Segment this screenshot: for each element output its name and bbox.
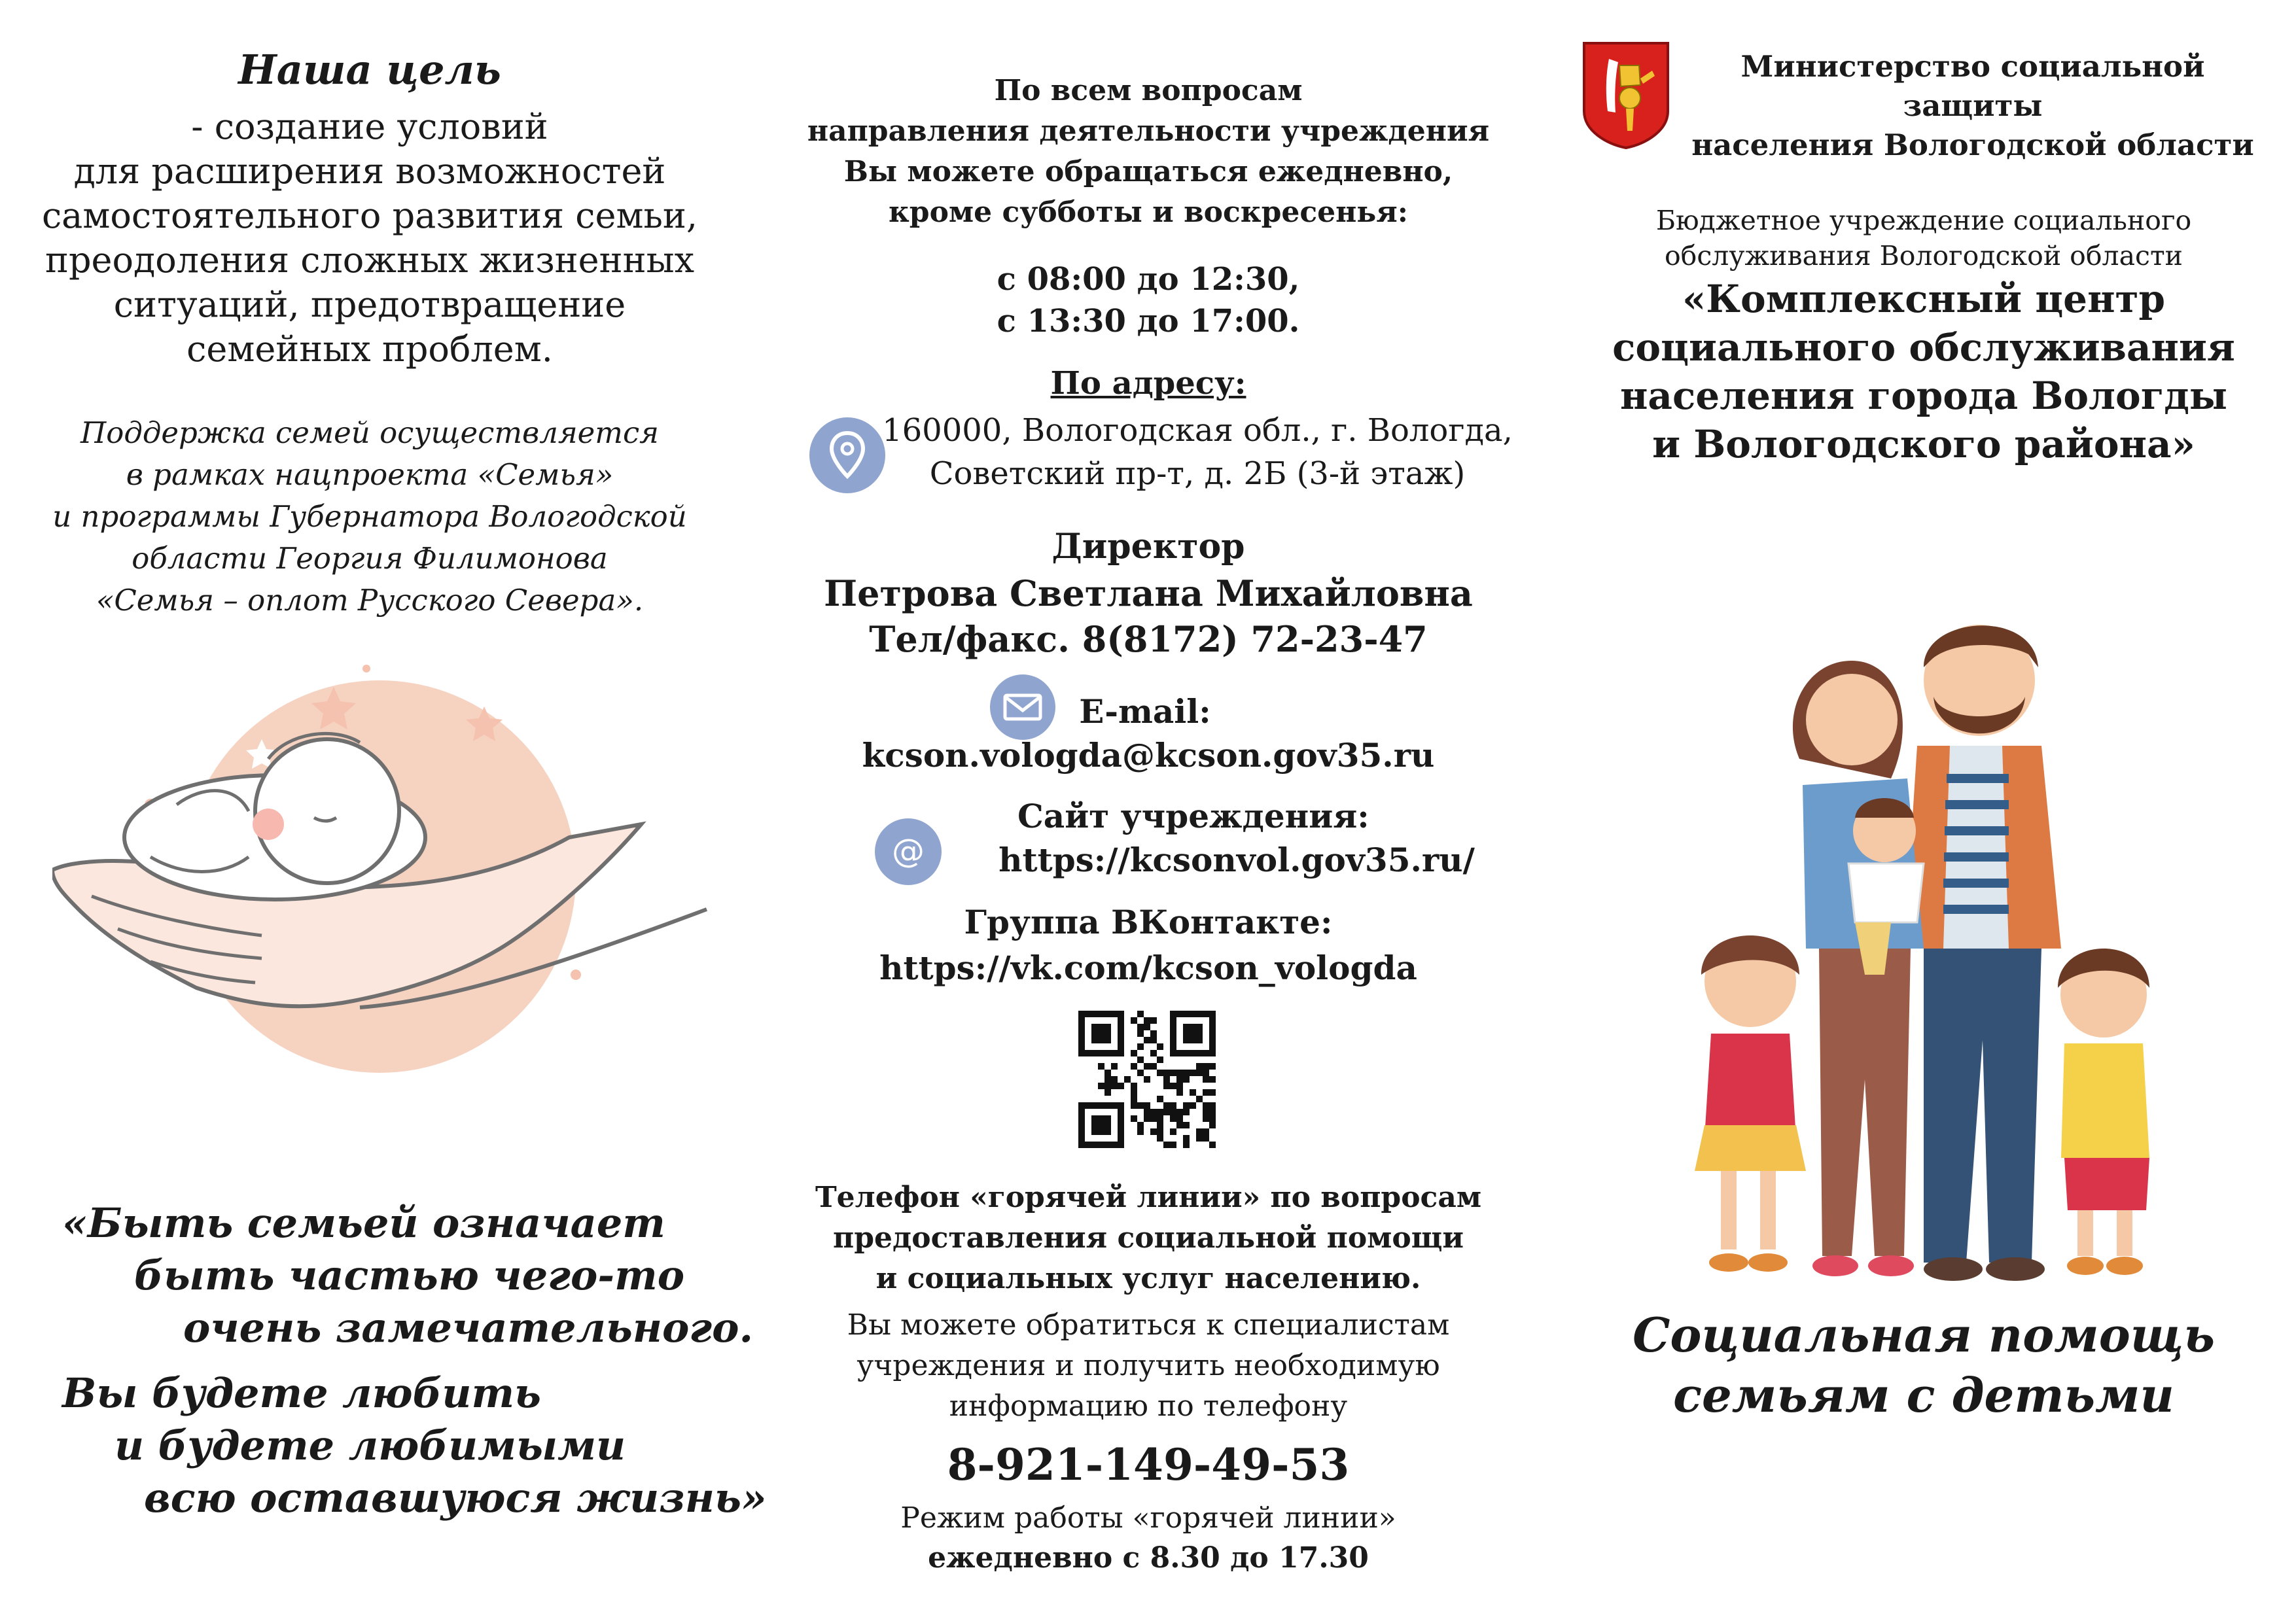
qr-module <box>1203 1128 1209 1135</box>
qr-module <box>1137 1070 1144 1076</box>
mother-figure <box>1793 661 1924 1276</box>
site-label: Сайт учреждения: <box>1017 797 1369 835</box>
qr-module <box>1203 1135 1209 1142</box>
qr-module <box>1209 1076 1216 1083</box>
goal-line: - создание условий <box>191 106 548 147</box>
hotline-text-line: учреждения и получить необходимую <box>857 1349 1440 1382</box>
qr-module <box>1104 1076 1111 1083</box>
support-text <box>39 412 700 621</box>
hours-line: с 08:00 до 12:30, <box>997 261 1300 298</box>
qr-module <box>1131 1017 1137 1024</box>
qr-module <box>1176 1083 1183 1089</box>
support-line: области Георгия Филимонова <box>132 541 608 576</box>
qr-module <box>1170 1070 1176 1076</box>
qr-module <box>1137 1056 1144 1063</box>
qr-module <box>1157 1135 1163 1142</box>
intro-line: Вы можете обращаться ежедневно, <box>843 155 1453 188</box>
qr-module <box>1157 1122 1163 1128</box>
address-line: 160000, Вологодская обл., г. Вологда, <box>882 412 1513 449</box>
hotline-title-line: и социальных услуг населению. <box>875 1262 1421 1295</box>
quote-line: и будете любимыми <box>115 1422 626 1469</box>
qr-module <box>1203 1070 1209 1076</box>
qr-module <box>1183 1122 1190 1128</box>
brochure-title <box>1577 1305 2270 1425</box>
qr-module <box>1157 1070 1163 1076</box>
qr-module <box>1150 1030 1157 1037</box>
boy-figure <box>2058 949 2149 1275</box>
qr-module <box>1137 1024 1144 1030</box>
qr-module <box>1150 1050 1157 1056</box>
qr-module <box>1157 1128 1163 1135</box>
institution-type <box>1577 203 2270 273</box>
goal-line: для расширения возможностей <box>73 150 666 192</box>
qr-module <box>1104 1070 1111 1076</box>
qr-module <box>1183 1142 1190 1148</box>
qr-module <box>1203 1076 1209 1083</box>
vk-link[interactable]: https://vk.com/kcson_vologda <box>879 949 1417 987</box>
address-text <box>870 409 1525 495</box>
qr-module <box>1176 1070 1183 1076</box>
qr-module <box>1203 1102 1209 1109</box>
institution-type-line: обслуживания Вологодской области <box>1664 240 2183 271</box>
institution-name-line: населения города Вологды <box>1619 374 2228 418</box>
qr-module <box>1137 1102 1144 1109</box>
site-link[interactable]: https://kcsonvol.gov35.ru/ <box>998 841 1475 879</box>
qr-module <box>1131 1096 1137 1102</box>
qr-module <box>1209 1063 1216 1070</box>
girl-figure <box>1695 935 1806 1272</box>
quote-line: Вы будете любить <box>62 1369 541 1417</box>
father-figure <box>1904 625 2061 1281</box>
qr-module <box>1183 1076 1190 1083</box>
qr-module <box>1176 1115 1183 1122</box>
qr-module <box>1144 1076 1150 1083</box>
ministry-name <box>1685 47 2261 165</box>
qr-module <box>1170 1115 1176 1122</box>
qr-module <box>1209 1115 1216 1122</box>
qr-module <box>1137 1043 1144 1050</box>
qr-module <box>1170 1128 1176 1135</box>
quote-line: всю оставшуюся жизнь» <box>144 1474 767 1522</box>
qr-module <box>1150 1128 1157 1135</box>
qr-module <box>1098 1063 1104 1070</box>
intro-line: направления деятельности учреждения <box>807 114 1490 148</box>
hotline-text <box>772 1305 1525 1427</box>
hotline-title <box>772 1178 1525 1299</box>
support-line: Поддержка семей осуществляется <box>80 415 659 450</box>
goal-line: семейных проблем. <box>186 328 553 370</box>
qr-module <box>1170 1109 1176 1115</box>
support-line: «Семья – оплот Русского Севера». <box>96 583 644 618</box>
qr-module <box>1091 1115 1111 1135</box>
qr-module <box>1144 1063 1150 1070</box>
at-icon <box>874 818 942 886</box>
qr-module <box>1163 1070 1170 1076</box>
qr-module <box>1150 1115 1157 1122</box>
qr-module <box>1150 1109 1157 1115</box>
qr-module <box>1176 1089 1183 1096</box>
qr-module <box>1190 1070 1196 1076</box>
qr-module <box>1203 1089 1209 1096</box>
qr-module <box>1111 1076 1118 1083</box>
qr-module <box>1196 1070 1203 1076</box>
brochure-title-line: Социальная помощь <box>1633 1307 2215 1363</box>
hotline-text-line: Вы можете обратиться к специалистам <box>847 1308 1450 1342</box>
region-emblem <box>1580 39 1672 150</box>
qr-module <box>1098 1083 1104 1089</box>
qr-module <box>1150 1037 1157 1043</box>
working-hours <box>772 258 1525 342</box>
qr-module <box>1137 1122 1144 1128</box>
qr-module <box>1131 1063 1137 1070</box>
hours-line: с 13:30 до 17:00. <box>997 303 1300 340</box>
support-line: и программы Губернатора Вологодской <box>52 499 687 534</box>
qr-module <box>1183 1070 1190 1076</box>
qr-module <box>1144 1102 1150 1109</box>
email-label: E-mail: <box>1079 692 1211 731</box>
intro-line: По всем вопросам <box>994 74 1303 107</box>
qr-module <box>1183 1135 1190 1142</box>
qr-module <box>1203 1063 1209 1070</box>
qr-module <box>1163 1142 1170 1148</box>
qr-module <box>1137 1011 1144 1017</box>
ministry-line: Министерство социальной защиты <box>1740 49 2205 123</box>
address-label: По адресу: <box>1050 365 1246 402</box>
institution-name-line: и Вологодского района» <box>1652 422 2195 466</box>
goal-title: Наша цель <box>238 46 501 94</box>
qr-module <box>1131 1083 1137 1089</box>
qr-module <box>1157 1109 1163 1115</box>
institution-name-line: социального обслуживания <box>1612 325 2235 370</box>
qr-module <box>1170 1102 1176 1109</box>
qr-module <box>1196 1096 1203 1102</box>
qr-module <box>1196 1128 1203 1135</box>
qr-module <box>1150 1017 1157 1024</box>
director-phone: Тел/факс. 8(8172) 72-23-47 <box>869 618 1428 660</box>
qr-module <box>1137 1128 1144 1135</box>
qr-module <box>1150 1063 1157 1070</box>
qr-module <box>1111 1083 1118 1089</box>
director-label: Директор <box>1051 527 1245 567</box>
address-line: Советский пр-т, д. 2Б (3-й этаж) <box>929 455 1466 492</box>
qr-module <box>1163 1109 1170 1115</box>
qr-module <box>1157 1096 1163 1102</box>
support-line: в рамках нацпроекта «Семья» <box>126 457 614 492</box>
goal-line: ситуаций, предотвращение <box>113 284 626 325</box>
hotline-text-line: информацию по телефону <box>949 1389 1348 1423</box>
qr-module <box>1209 1109 1216 1115</box>
contact-intro <box>772 71 1525 233</box>
qr-module <box>1190 1089 1196 1096</box>
qr-module <box>1183 1102 1190 1109</box>
qr-module <box>1209 1142 1216 1148</box>
email-link[interactable]: kcson.vologda@kcson.gov35.ru <box>862 736 1435 775</box>
qr-module <box>1196 1135 1203 1142</box>
qr-module <box>1131 1089 1137 1096</box>
qr-module <box>1111 1063 1118 1070</box>
qr-module <box>1209 1102 1216 1109</box>
hotline-hours: ежедневно с 8.30 до 17.30 <box>928 1541 1369 1575</box>
qr-module <box>1176 1109 1183 1115</box>
qr-module <box>1144 1024 1150 1030</box>
qr-module <box>1131 1115 1137 1122</box>
qr-module <box>1124 1076 1131 1083</box>
goal-line: самостоятельного развития семьи, <box>41 195 698 236</box>
qr-module <box>1157 1043 1163 1050</box>
baby-in-hand-illustration <box>52 661 713 1092</box>
qr-module <box>1190 1102 1196 1109</box>
quote-line: «Быть семьей означает <box>62 1199 665 1247</box>
family-illustration <box>1675 582 2192 1295</box>
institution-name-line: «Комплексный центр <box>1682 277 2166 321</box>
quote-line: очень замечательного. <box>183 1304 754 1352</box>
institution-name <box>1577 275 2270 468</box>
qr-module <box>1131 1102 1137 1109</box>
qr-module <box>1196 1063 1203 1070</box>
qr-module <box>1176 1076 1183 1083</box>
qr-module <box>1104 1089 1111 1096</box>
vk-label: Группа ВКонтакте: <box>964 903 1333 941</box>
qr-module <box>1144 1109 1150 1115</box>
qr-module <box>1157 1115 1163 1122</box>
qr-module <box>1209 1122 1216 1128</box>
qr-module <box>1144 1115 1150 1122</box>
hotline-mode: Режим работы «горячей линии» <box>900 1501 1396 1535</box>
qr-module <box>1118 1083 1124 1089</box>
director-name: Петрова Светлана Михайловна <box>824 572 1473 614</box>
qr-module <box>1209 1089 1216 1096</box>
qr-module <box>1170 1142 1176 1148</box>
qr-module <box>1203 1109 1209 1115</box>
qr-module <box>1176 1122 1183 1128</box>
qr-module <box>1163 1102 1170 1109</box>
qr-module <box>1157 1056 1163 1063</box>
hotline-title-line: Телефон «горячей линии» по вопросам <box>815 1181 1482 1214</box>
goal-text <box>39 105 700 372</box>
qr-module <box>1183 1024 1203 1043</box>
qr-code[interactable] <box>1078 1011 1216 1148</box>
qr-module <box>1104 1083 1111 1089</box>
institution-type-line: Бюджетное учреждение социального <box>1655 205 2192 236</box>
qr-module <box>1163 1083 1170 1089</box>
hotline-title-line: предоставления социальной помощи <box>832 1221 1464 1255</box>
qr-module <box>1170 1083 1176 1089</box>
ministry-line: населения Вологодской области <box>1691 128 2254 162</box>
qr-module <box>1144 1017 1150 1024</box>
qr-module <box>1183 1109 1190 1115</box>
qr-module <box>1091 1024 1111 1043</box>
brochure-title-line: семьям с детьми <box>1673 1367 2174 1423</box>
qr-module <box>1203 1115 1209 1122</box>
quote-line: быть частью чего-то <box>134 1251 685 1299</box>
hotline-phone[interactable]: 8-921-149-49-53 <box>947 1439 1350 1490</box>
qr-module <box>1137 1030 1144 1037</box>
qr-module <box>1163 1076 1170 1083</box>
intro-line: кроме субботы и воскресенья: <box>889 196 1408 229</box>
goal-line: преодоления сложных жизненных <box>44 239 695 281</box>
family-quote <box>62 1197 767 1524</box>
qr-module <box>1131 1050 1137 1056</box>
qr-module <box>1144 1037 1150 1043</box>
svg-text:@: @ <box>892 832 925 870</box>
